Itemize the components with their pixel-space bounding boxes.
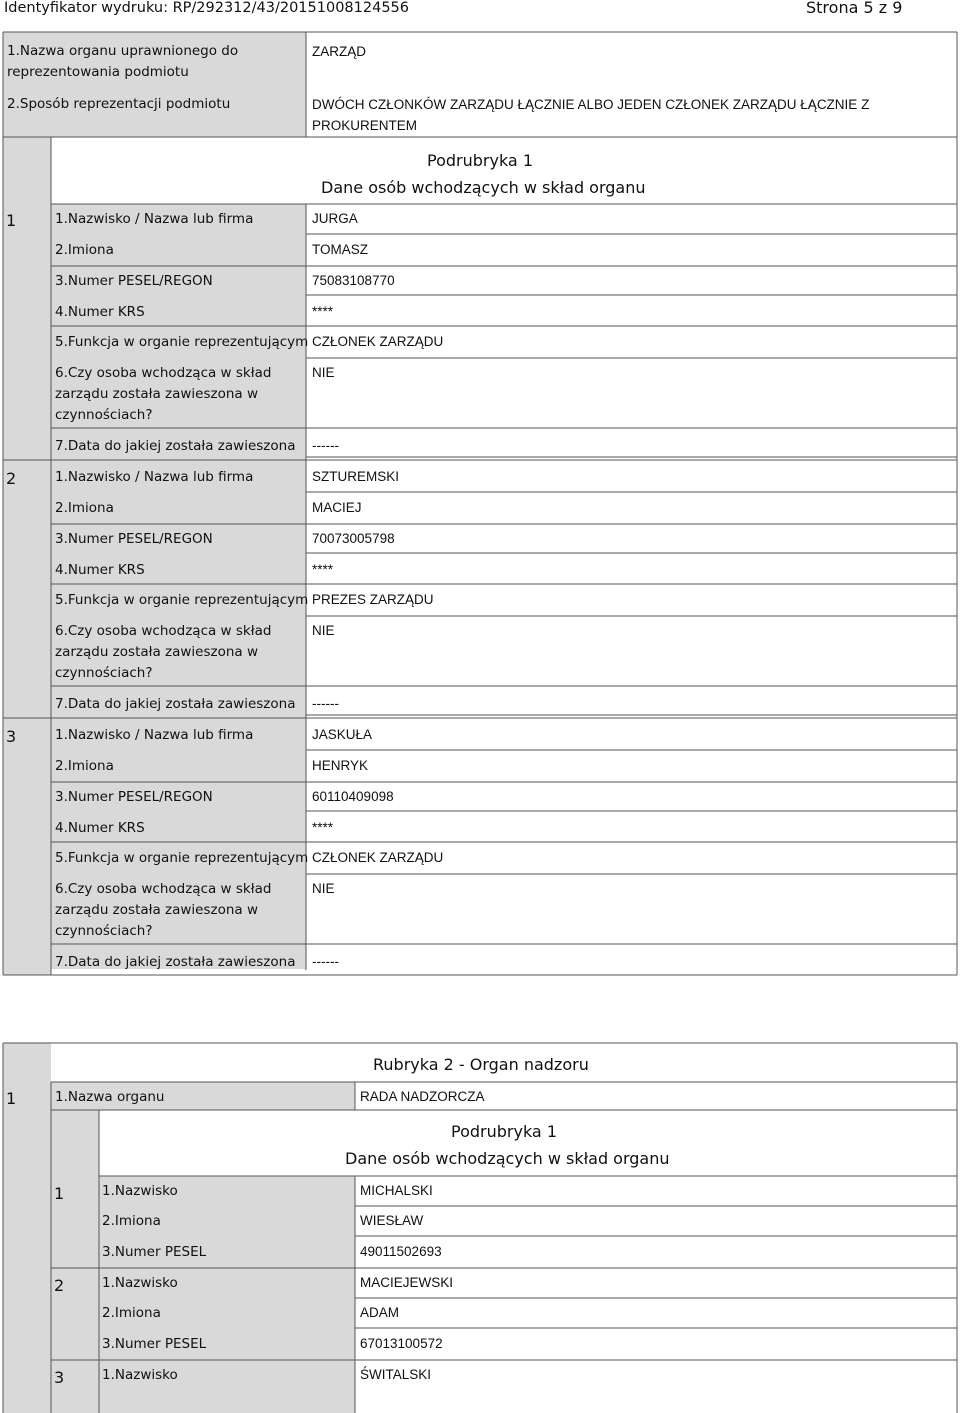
suspended-until-label: 7.Data do jakiej została zawieszona — [55, 438, 296, 454]
supervisory-member-number: 1 — [54, 1184, 65, 1203]
print-identifier: Identyfikator wydruku: RP/292312/43/20151008124556 — [4, 0, 410, 16]
suspended-until-label: 7.Data do jakiej została zawieszona — [55, 696, 296, 712]
supervisory-subheading-1: Podrubryka 1 — [451, 1122, 557, 1141]
surname-value: JASKUŁA — [312, 727, 373, 742]
suspended-value: NIE — [312, 881, 335, 896]
function-label: 5.Funkcja w organie reprezentującym — [55, 334, 309, 350]
pesel-value: 70073005798 — [312, 531, 395, 546]
supervisory-surname-label: 1.Nazwisko — [102, 1367, 178, 1383]
supervisory-subheading-2: Dane osób wchodzących w skład organu — [345, 1149, 670, 1168]
krs-value: **** — [312, 820, 334, 835]
supervisory-names-value: WIESŁAW — [360, 1213, 424, 1228]
pesel-label: 3.Numer PESEL/REGON — [55, 789, 213, 805]
supervisory-pesel-label: 3.Numer PESEL — [102, 1244, 207, 1260]
supervisory-pesel-value: 67013100572 — [360, 1336, 443, 1351]
member-number: 1 — [6, 211, 17, 230]
suspended-until-label: 7.Data do jakiej została zawieszona — [55, 954, 296, 970]
function-value: PREZES ZARZĄDU — [312, 592, 434, 607]
supervisory-member-number: 3 — [54, 1368, 65, 1387]
surname-label: 1.Nazwisko / Nazwa lub firma — [55, 211, 254, 227]
supervisory-surname-value: MACIEJEWSKI — [360, 1275, 454, 1290]
supervisory-surname-value: MICHALSKI — [360, 1183, 433, 1198]
names-value: HENRYK — [312, 758, 369, 773]
suspended-value: NIE — [312, 623, 335, 638]
names-label: 2.Imiona — [55, 758, 114, 774]
pesel-value: 75083108770 — [312, 273, 395, 288]
representation-method-value: DWÓCH CZŁONKÓW ZARZĄDU ŁĄCZNIE ALBO JEDEN CZŁONEK ZARZĄDU ŁĄCZNIE Z PROKURENTEM — [312, 97, 870, 133]
suspended-label: 6.Czy osoba wchodząca w skład zarządu została zawieszona w czynnościach? — [55, 623, 272, 681]
pesel-value: 60110409098 — [312, 789, 394, 804]
surname-label: 1.Nazwisko / Nazwa lub firma — [55, 727, 254, 743]
representation-method-label: 2.Sposób reprezentacji podmiotu — [7, 96, 231, 112]
supervisory-number: 1 — [6, 1089, 17, 1108]
function-value: CZŁONEK ZARZĄDU — [312, 850, 444, 865]
suspended-until-value: ------ — [312, 696, 339, 711]
supervisory-surname-label: 1.Nazwisko — [102, 1183, 178, 1199]
member-number: 2 — [6, 469, 17, 488]
function-label: 5.Funkcja w organie reprezentującym — [55, 592, 309, 608]
supervisory-pesel-value: 49011502693 — [360, 1244, 442, 1259]
board-subheading-2: Dane osób wchodzących w skład organu — [321, 178, 646, 197]
krs-label: 4.Numer KRS — [55, 304, 145, 320]
suspended-value: NIE — [312, 365, 335, 380]
krs-value: **** — [312, 562, 334, 577]
supervisory-surname-value: ŚWITALSKI — [360, 1367, 432, 1382]
krs-value: **** — [312, 304, 334, 319]
supervisory-names-label: 2.Imiona — [102, 1305, 161, 1321]
page-number: Strona 5 z 9 — [806, 0, 903, 17]
suspended-label: 6.Czy osoba wchodząca w skład zarządu została zawieszona w czynnościach? — [55, 365, 272, 423]
suspended-until-value: ------ — [312, 438, 339, 453]
names-value: TOMASZ — [312, 242, 369, 257]
function-value: CZŁONEK ZARZĄDU — [312, 334, 444, 349]
supervisory-organ-label: 1.Nazwa organu — [55, 1089, 165, 1105]
board-subheading-1: Podrubryka 1 — [427, 151, 533, 170]
organ-name-value: ZARZĄD — [312, 44, 366, 59]
names-label: 2.Imiona — [55, 242, 114, 258]
supervisory-surname-label: 1.Nazwisko — [102, 1275, 178, 1291]
organ-name-label: 1.Nazwa organu uprawnionego do reprezentowania podmiotu — [7, 43, 239, 80]
supervisory-organ-value: RADA NADZORCZA — [360, 1089, 485, 1104]
supervisory-names-value: ADAM — [360, 1305, 400, 1320]
pesel-label: 3.Numer PESEL/REGON — [55, 273, 213, 289]
suspended-label: 6.Czy osoba wchodząca w skład zarządu została zawieszona w czynnościach? — [55, 881, 272, 939]
function-label: 5.Funkcja w organie reprezentującym — [55, 850, 309, 866]
supervisory-pesel-label: 3.Numer PESEL — [102, 1336, 207, 1352]
supervisory-title: Rubryka 2 - Organ nadzoru — [373, 1055, 589, 1074]
supervisory-member-number: 2 — [54, 1276, 65, 1295]
krs-label: 4.Numer KRS — [55, 820, 145, 836]
suspended-until-value: ------ — [312, 954, 339, 969]
supervisory-names-label: 2.Imiona — [102, 1213, 161, 1229]
member-number: 3 — [6, 727, 17, 746]
surname-value: SZTUREMSKI — [312, 469, 400, 484]
surname-value: JURGA — [312, 211, 358, 226]
pesel-label: 3.Numer PESEL/REGON — [55, 531, 213, 547]
names-label: 2.Imiona — [55, 500, 114, 516]
surname-label: 1.Nazwisko / Nazwa lub firma — [55, 469, 254, 485]
names-value: MACIEJ — [312, 500, 362, 515]
krs-label: 4.Numer KRS — [55, 562, 145, 578]
